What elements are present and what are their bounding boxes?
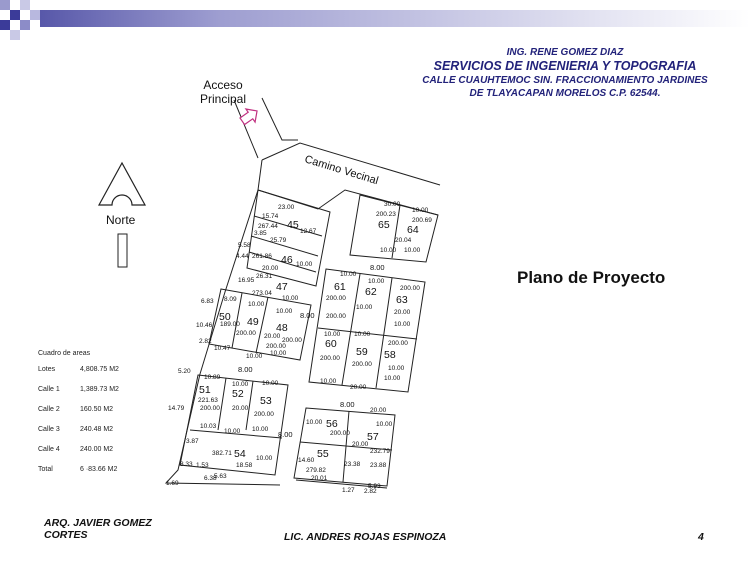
lot-measure: 10.00: [248, 301, 265, 308]
lot-measure: 200.23: [376, 211, 396, 218]
lot-measure: 30.00: [384, 201, 401, 208]
lot-measure: 200.00: [400, 285, 420, 292]
lot-number: 51: [199, 384, 211, 396]
lot-measure: 10.00: [404, 247, 421, 254]
lot-measure: 200.00: [352, 361, 372, 368]
lot-measure: 8.33: [180, 461, 193, 468]
lot-measure: 221.63: [198, 397, 218, 404]
lot-measure: 10.46: [196, 322, 213, 329]
access-arrow-icon: [238, 104, 262, 127]
lot-number: 50: [219, 311, 231, 323]
lot-measure: 16.95: [238, 277, 255, 284]
lot-measure: 10.00: [252, 426, 269, 433]
lot-measure: 10.00: [262, 380, 279, 387]
lot-measure: 2.82: [364, 488, 377, 495]
company-address-1: CALLE CUAUHTEMOC SIN. FRACCIONAMIENTO JARDINES: [422, 75, 708, 86]
areas-row: Calle 2 160.50 M2: [38, 406, 114, 413]
lot-measure: 10.47: [214, 345, 231, 352]
lot-measure: 18.58: [236, 462, 253, 469]
areas-row: Calle 4 240.00 M2: [38, 446, 114, 453]
lot-measure: 23.38: [344, 461, 361, 468]
lot-measure: 10.00: [368, 278, 385, 285]
lot-measure: 200.00: [282, 337, 302, 344]
lot-measure: 10.00: [356, 304, 373, 311]
lot-measure: 10.00: [232, 381, 249, 388]
lot-measure: 10.00: [388, 365, 405, 372]
lot-number: 46: [281, 254, 293, 266]
lot-measure: 3.85: [254, 230, 267, 237]
footer-lawyer: LIC. ANDRES ROJAS ESPINOZA: [284, 531, 447, 543]
areas-row: Total 6 ·83.66 M2: [38, 466, 118, 473]
lot-measure: 10.00: [276, 308, 293, 315]
footer-architect: ARQ. JAVIER GOMEZ CORTES: [44, 517, 152, 541]
page-number: 4: [698, 531, 704, 543]
lot-measure: 10.03: [200, 423, 217, 430]
company-name: SERVICIOS DE INGENIERIA Y TOPOGRAFIA: [433, 59, 697, 73]
lot-measure: 382.71: [212, 450, 232, 457]
lot-number: 58: [384, 349, 396, 361]
lot-measure: 10.00: [380, 247, 397, 254]
lot-measure: 10.00: [320, 378, 337, 385]
lot-measure: 23.88: [370, 462, 387, 469]
street-width: 8.00: [238, 365, 253, 374]
areas-row: Lotes 4,808.75 M2: [38, 366, 119, 373]
lot-number: 61: [334, 281, 346, 293]
lot-measure: 10.00: [384, 375, 401, 382]
lot-measure: 200.00: [330, 430, 350, 437]
lot-measure: 5.63: [214, 473, 227, 480]
lot-measure: 10.00: [246, 353, 263, 360]
lot-number: 47: [276, 281, 288, 293]
lot-measure: 20.00: [262, 265, 279, 272]
street-width: 8.00: [340, 400, 355, 409]
lot-number: 65: [378, 219, 390, 231]
lot-number: 55: [317, 448, 329, 460]
lot-measure: 6.38: [204, 475, 217, 482]
lot-measure: 10.00: [412, 207, 429, 214]
access-road: [234, 98, 298, 158]
areas-row: Calle 3 240.48 M2: [38, 426, 114, 433]
lot-number: 59: [356, 346, 368, 358]
lot-measure: 200.00: [388, 340, 408, 347]
north-arrow-icon: [99, 163, 145, 205]
areas-table-title: Cuadro de areas: [38, 350, 91, 357]
lot-measure: 26.31: [256, 273, 273, 280]
lot-number: 54: [234, 448, 246, 460]
lot-number: 64: [407, 224, 419, 236]
lot-measure: 10.00: [394, 321, 411, 328]
lot-number: 60: [325, 338, 337, 350]
lot-measure: 5.93: [368, 483, 381, 490]
lot-number: 45: [287, 219, 299, 231]
north-arrow-shaft: [118, 234, 127, 267]
lot-measure: 10.00: [354, 331, 371, 338]
lot-measure: 279.82: [306, 467, 326, 474]
street-width: 8.00: [300, 311, 315, 320]
lot-measure: 10.00: [296, 261, 313, 268]
lot-measure: 200.00: [200, 405, 220, 412]
lot-measure: 2.82: [199, 338, 212, 345]
lot-measure: 20.04: [395, 237, 412, 244]
areas-row: Calle 1 1,389.73 M2: [38, 386, 119, 393]
lot-measure: 3.87: [186, 438, 199, 445]
lot-measure: 261.86: [252, 253, 272, 260]
lot-measure: 273.04: [252, 290, 272, 297]
lot-measure: 1.27: [342, 487, 355, 494]
areas-table: [38, 350, 119, 486]
lot-measure: 10.00: [270, 350, 287, 357]
lot-measure: 23.00: [278, 204, 295, 211]
lot-number: 48: [276, 322, 288, 334]
lot-measure: 20.00: [370, 407, 387, 414]
lot-measure: 8.09: [224, 296, 237, 303]
lot-measure: 5.20: [178, 368, 191, 375]
lot-measure: 12.67: [300, 228, 317, 235]
lot-measure: 14.60: [298, 457, 315, 464]
lot-measure: 20.00: [352, 441, 369, 448]
street-width: 8.00: [278, 430, 293, 439]
road-label: Camino Vecinal: [303, 153, 380, 188]
lot-measure: 189.00: [220, 321, 240, 328]
lot-number: 53: [260, 395, 272, 407]
lot-number: 62: [365, 286, 377, 298]
north-label: Norte: [106, 213, 136, 227]
lot-measure: 20.00: [232, 405, 249, 412]
lot-number: 56: [326, 418, 338, 430]
lot-measure: 20.00: [350, 384, 367, 391]
lot-measure: 200.00: [266, 343, 286, 350]
lot-number: 63: [396, 294, 408, 306]
lot-measure: 10.00: [256, 455, 273, 462]
lot-measure: 200.00: [326, 313, 346, 320]
lot-measure: 20.00: [394, 309, 411, 316]
lot-measure: 232.79: [370, 448, 390, 455]
lot-measure: 14.79: [168, 405, 185, 412]
access-label: Acceso Principal: [199, 78, 247, 106]
lot-measure: 6.83: [201, 298, 214, 305]
lot-measure: 10.00: [282, 295, 299, 302]
lot-measure: 15.74: [262, 213, 279, 220]
lot-measure: 5.58: [238, 242, 251, 249]
lot-measure: 10.00: [306, 419, 323, 426]
lot-measure: 200.00: [254, 411, 274, 418]
lot-measure: 1.69: [166, 480, 179, 487]
lot-measure: 25.79: [270, 237, 287, 244]
lot-measure: 200.00: [236, 330, 256, 337]
lot-measure: 10.89: [204, 374, 221, 381]
street-width: 8.00: [370, 263, 385, 272]
lot-measure: 1.53: [196, 462, 209, 469]
lot-measure: 20.01: [311, 475, 328, 482]
lot-measure: 200.00: [320, 355, 340, 362]
lot-measure: 200.00: [326, 295, 346, 302]
lot-number: 52: [232, 388, 244, 400]
lot-measure: 200.69: [412, 217, 432, 224]
lot-measure: 10.00: [224, 428, 241, 435]
lot-measure: 10.00: [340, 271, 357, 278]
plan-title: Plano de Proyecto: [517, 268, 666, 287]
lot-number: 49: [247, 316, 259, 328]
lot-measure: 10.00: [376, 421, 393, 428]
lot-measure: 4.44: [236, 253, 249, 260]
lot-measure: 267.44: [258, 223, 278, 230]
lot-number: 57: [367, 431, 379, 443]
engineer-name: ING. RENE GOMEZ DIAZ: [506, 47, 624, 58]
lot-measure: 10.00: [324, 331, 341, 338]
lot-measure: 20.00: [264, 333, 281, 340]
company-address-2: DE TLAYACAPAN MORELOS C.P. 62544.: [469, 88, 661, 99]
